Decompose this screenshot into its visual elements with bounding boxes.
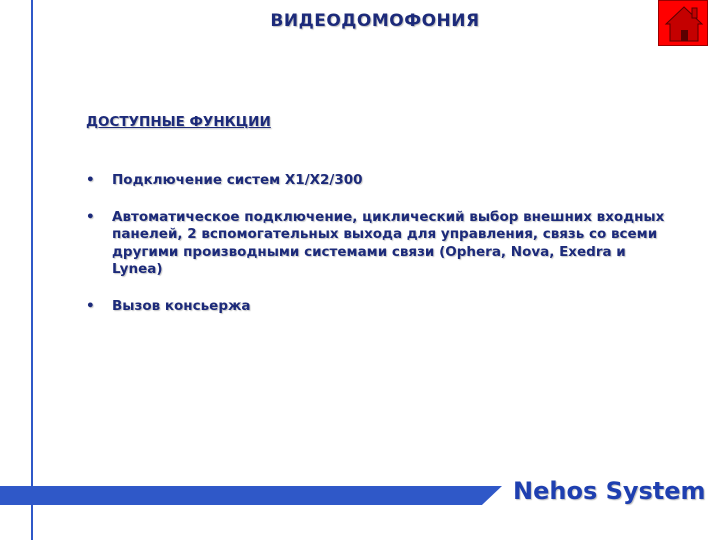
- list-item: [86, 172, 666, 190]
- home-icon: [659, 1, 709, 47]
- list-item: [86, 209, 666, 279]
- footer-accent-bar: [0, 486, 502, 505]
- list-item-text: Вызов консьержа: [112, 297, 251, 314]
- bullet: •: [86, 208, 95, 225]
- list-item-text: Автоматическое подключение, циклический выбор внешних входных панелей, 2 вспомогательных выхода для управления, связь со всеми другими производными системами связи (Ophera, Nova, Exedra и Lynea): [112, 208, 665, 277]
- left-vertical-rule: [31, 0, 33, 540]
- list-item: [86, 298, 666, 316]
- bullet: •: [86, 297, 95, 314]
- brand-logo-text: Nehos System: [513, 477, 706, 505]
- list-item-text: Подключение систем X1/X2/300: [112, 172, 363, 188]
- feature-list: [86, 172, 666, 315]
- home-button[interactable]: [658, 0, 708, 46]
- page-title: ВИДЕОДОМОФОНИЯ: [270, 11, 480, 31]
- bullet: •: [86, 172, 95, 188]
- section-heading: ДОСТУПНЫЕ ФУНКЦИИ: [86, 114, 271, 130]
